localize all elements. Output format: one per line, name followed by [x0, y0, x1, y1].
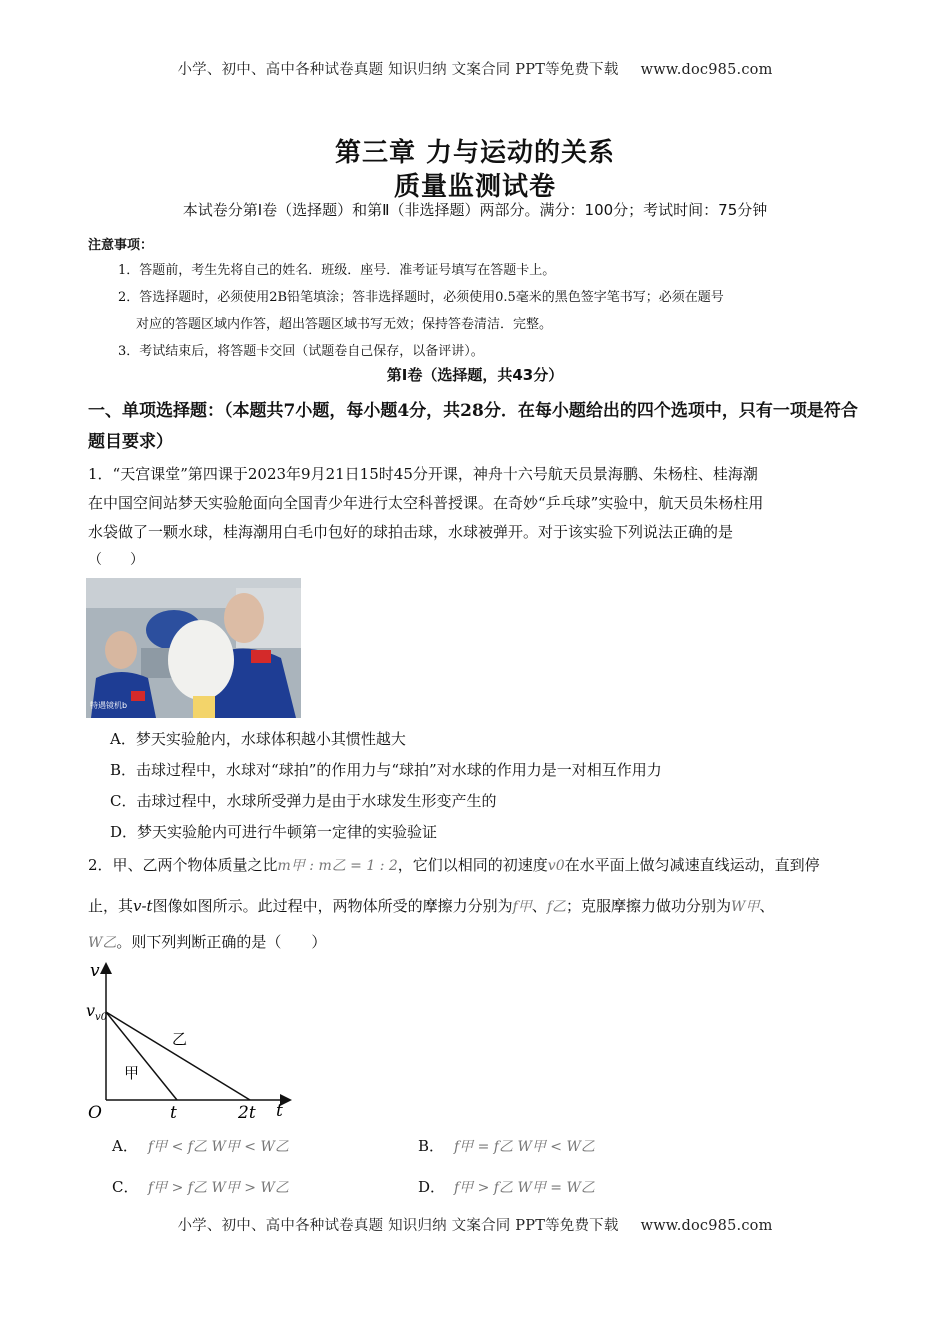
q2-option-b-label: B．: [418, 1137, 445, 1155]
footer-banner-text: 小学、初中、高中各种试卷真题 知识归纳 文案合同 PPT等免费下载: [177, 1218, 619, 1234]
header-banner: [0, 58, 950, 79]
q1-option-c: C．击球过程中，水球所受弹力是由于水球发生形变产生的: [110, 792, 497, 810]
svg-text:特遇镜机b: 特遇镜机b: [90, 701, 128, 710]
line-yi: [106, 1012, 250, 1100]
q2-separator-2: 、: [759, 897, 775, 915]
note-item-2-cont: 对应的答题区域内作答，超出答题区域书写无效；保持答卷清洁．完整。: [136, 317, 553, 332]
q2-stem-text-4: 止，其: [88, 897, 134, 915]
q2-mass-ratio: m甲 : m乙 = 1 : 2: [277, 858, 398, 874]
q2-option-c-expr: f甲 > f乙 W甲 > W乙: [148, 1180, 289, 1196]
section1-heading: 一、单项选择题：（本题共7小题，每小题4分，共28分．在每小题给出的四个选项中，只有一项是符合题目要求）: [88, 401, 858, 452]
q1-astronaut-photo: [86, 578, 301, 718]
svg-text:t: t: [170, 1103, 177, 1123]
q2-v0: v0: [547, 858, 565, 874]
note-item-1: 1．答题前，考生先将自己的姓名．班级．座号．准考证号填写在答题卡上。: [118, 263, 556, 278]
q2-option-a: [112, 1135, 289, 1156]
q2-option-d: [418, 1176, 595, 1197]
header-banner-text: 小学、初中、高中各种试卷真题 知识归纳 文案合同 PPT等免费下载: [177, 62, 619, 78]
note-item-2: 2．答选择题时，必须使用2B铅笔填涂；答非选择题时，必须使用0.5毫米的黑色签字笔书写；必须在题号: [118, 290, 724, 305]
q2-vt-label: v-t: [133, 897, 153, 915]
q1-option-b: B．击球过程中，水球对“球拍”的作用力与“球拍”对水球的作用力是一对相互作用力: [110, 761, 662, 779]
q2-stem-text-6: ；克服摩擦力做功分别为: [566, 897, 732, 915]
q1-stem-line-2: 在中国空间站梦天实验舱面向全国青少年进行太空科普授课。在奇妙“乒乓球”实验中，航天员朱杨柱用: [88, 494, 764, 512]
svg-text:甲: 甲: [124, 1064, 140, 1082]
note-item-3: 3．考试结束后，将答题卡交回（试题卷自己保存，以备评讲）。: [118, 344, 484, 359]
chapter-title: 第三章 力与运动的关系: [334, 138, 616, 168]
footer-banner: [0, 1214, 950, 1235]
q1-option-a: A．梦天实验舱内，水球体积越小其惯性越大: [110, 730, 406, 748]
footer-banner-url[interactable]: www.doc985.com: [640, 1218, 773, 1234]
line-jia: [106, 1012, 177, 1100]
q2-option-b-expr: f甲 = f乙 W甲 < W乙: [454, 1139, 595, 1155]
q2-stem-text-1: 2．甲、乙两个物体质量之比: [88, 856, 278, 874]
q2-stem-line-3: [88, 928, 868, 958]
q2-stem-line-2: [88, 892, 868, 922]
svg-text:乙: 乙: [172, 1030, 188, 1048]
q2-stem-text-7: 。则下列判断正确的是（ ）: [116, 933, 327, 951]
q2-option-d-expr: f甲 > f乙 W甲 = W乙: [454, 1180, 595, 1196]
q2-option-a-label: A．: [112, 1137, 138, 1155]
q2-option-c: [112, 1176, 289, 1197]
q2-w-jia: W甲: [731, 899, 760, 915]
exam-subtitle: 本试卷分第Ⅰ卷（选择题）和第Ⅱ（非选择题）两部分。满分：100分；考试时间：75分钟: [182, 201, 768, 219]
svg-text:v: v: [90, 961, 100, 981]
exam-title: 质量监测试卷: [393, 172, 556, 202]
header-banner-url[interactable]: www.doc985.com: [640, 62, 773, 78]
q1-stem-line-1: 1．“天宫课堂”第四课于2023年9月21日15时45分开课，神舟十六号航天员景海鹏、朱杨柱、桂海潮: [88, 465, 758, 483]
q2-stem-text-2: ，它们以相同的初速度: [397, 856, 548, 874]
q2-separator: 、: [531, 897, 547, 915]
q2-stem-line-1: [88, 851, 868, 881]
svg-text:t: t: [276, 1101, 283, 1121]
q2-stem-text-3: 在水平面上做匀减速直线运动，直到停: [564, 856, 820, 874]
q1-answer-blank: （ ）: [88, 552, 144, 568]
svg-text:O: O: [88, 1103, 102, 1123]
q2-option-c-label: C．: [112, 1178, 139, 1196]
q2-stem-text-5: 图像如图所示。此过程中，两物体所受的摩擦力分别为: [152, 897, 513, 915]
q2-w-yi: W乙: [88, 935, 117, 951]
notes-heading: 注意事项：: [88, 238, 154, 253]
q2-f-jia: f甲: [512, 899, 532, 915]
q1-stem-line-3: 水袋做了一颗水球，桂海潮用白毛巾包好的球拍击球，水球被弹开。对于该实验下列说法正确的是: [88, 523, 734, 541]
part1-heading: 第Ⅰ卷（选择题，共43分）: [386, 366, 564, 384]
q2-vt-graph: [84, 958, 296, 1123]
q2-option-b: [418, 1135, 595, 1156]
q2-option-d-label: D．: [418, 1178, 446, 1196]
q1-option-d: D．梦天实验舱内可进行牛顿第一定律的实验验证: [110, 823, 438, 841]
astronaut-photo-illustration: [86, 578, 301, 718]
vt-graph-svg: [84, 958, 296, 1123]
q2-option-a-expr: f甲 < f乙 W甲 < W乙: [148, 1139, 289, 1155]
svg-text:2t: 2t: [238, 1103, 256, 1123]
q2-f-yi: f乙: [546, 899, 566, 915]
svg-text:vv0: $v_{v0}$: [86, 1001, 108, 1023]
